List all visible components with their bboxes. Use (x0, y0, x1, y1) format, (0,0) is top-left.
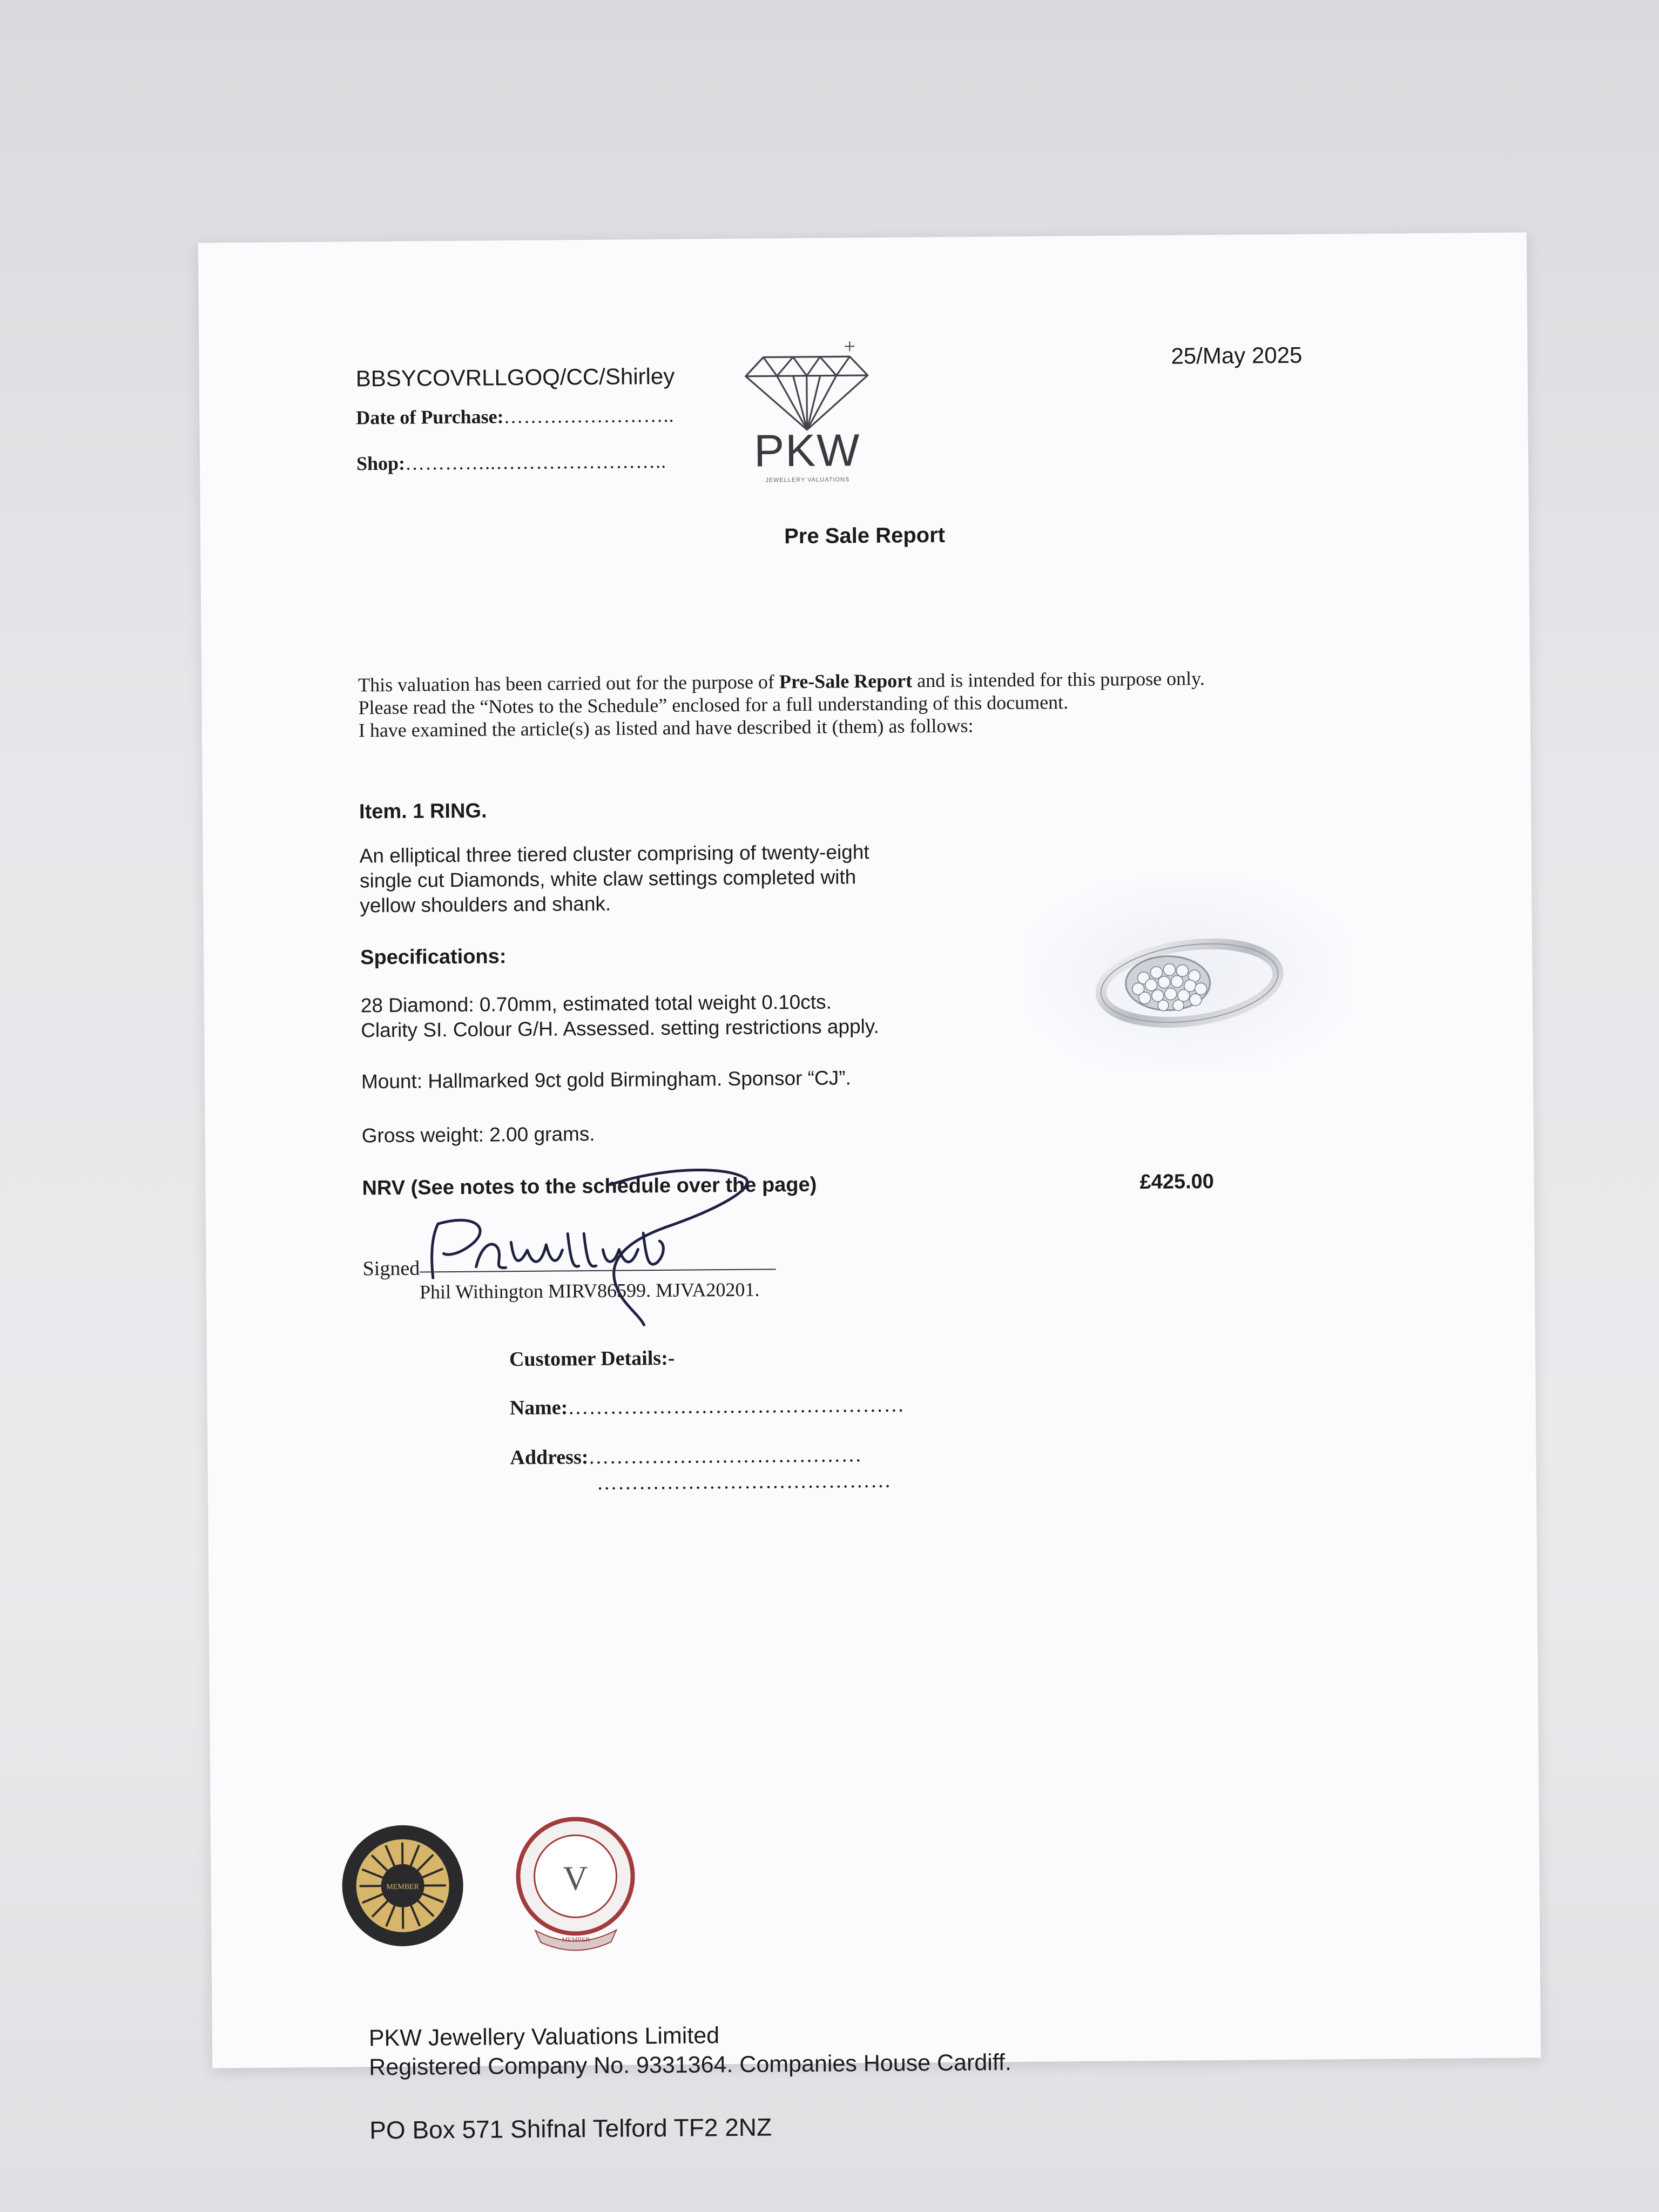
gross-weight: Gross weight: 2.00 grams. (361, 1122, 595, 1147)
logo-subtitle: JEWELLERY VALUATIONS (765, 476, 850, 484)
date-of-purchase-label: Date of Purchase: (356, 406, 504, 429)
intro-paragraph (358, 665, 1417, 741)
nrv-value: £425.00 (1139, 1170, 1215, 1194)
specifications-diamonds (361, 988, 1009, 1043)
badge-2-text: MEMBER (562, 1936, 590, 1944)
signed-label: Signed (362, 1257, 420, 1280)
membership-badge-icon (340, 1823, 466, 1948)
company-name: PKW Jewellery Valuations Limited (368, 2022, 720, 2052)
report-title: Pre Sale Report (784, 523, 946, 549)
intro-line-3: I have examined the article(s) as listed and have described it (them) as follows: (358, 714, 974, 741)
intro-line-2: Please read the “Notes to the Schedule” enclosed for a full understanding of this document. (358, 691, 1069, 719)
valuation-document (198, 232, 1541, 2144)
company-registration: Registered Company No. 9331364. Companies House Cardiff. (369, 2049, 1012, 2081)
customer-name-field (510, 1393, 905, 1420)
item-title: Item. 1 RING. (359, 799, 487, 824)
signatory-name: Phil Withington MIRV86599. MJVA20201. (419, 1278, 760, 1303)
intro-line-1-end: and is intended for this purpose only. (912, 667, 1205, 692)
customer-details-title: Customer Details:- (509, 1346, 675, 1371)
badge-2-letter: V (563, 1859, 588, 1898)
customer-name-dots: ………………………………………… (568, 1393, 905, 1419)
shop-field (356, 450, 666, 475)
date-of-purchase-field (356, 404, 675, 429)
item-description (360, 839, 954, 919)
item-description-line-2: single cut Diamonds, white claw settings completed with (359, 866, 857, 892)
item-description-line-3: yellow shoulders and shank. (360, 892, 611, 917)
shop-dots: …………..…………………….. (404, 450, 667, 474)
ring-photo (1024, 876, 1350, 1074)
specifications-line-1: 28 Diamond: 0.70mm, estimated total weight 0.10cts. (360, 990, 832, 1017)
date-of-purchase-dots: …………………….. (503, 404, 675, 428)
customer-name-label: Name: (509, 1396, 568, 1420)
customer-address-dots-line-2: …………………………………… (596, 1469, 892, 1494)
badge-1-text: MEMBER (386, 1883, 420, 1892)
item-description-line-1: An elliptical three tiered cluster comprising of twenty-eight (359, 840, 869, 867)
shop-label: Shop: (356, 452, 406, 475)
valuers-association-badge-icon (513, 1816, 638, 1952)
customer-address-label: Address: (510, 1446, 589, 1469)
mount-details: Mount: Hallmarked 9ct gold Birmingham. Sponsor “CJ”. (361, 1067, 851, 1093)
handwritten-signature (410, 1150, 898, 1332)
customer-address-dots: ………………………………… (588, 1444, 862, 1469)
intro-line-1-start: This valuation has been carried out for the purpose of (358, 671, 780, 696)
specifications-line-2: Clarity SI. Colour G/H. Assessed. setting restrictions apply. (361, 1015, 879, 1042)
nrv-label: NRV (See notes to the schedule over the page) (362, 1173, 817, 1200)
intro-purpose: Pre-Sale Report (779, 670, 913, 693)
postal-address: PO Box 571 Shifnal Telford TF2 2NZ (369, 2113, 772, 2144)
document-date: 25/May 2025 (1171, 342, 1303, 369)
specifications-title: Specifications: (360, 945, 507, 969)
customer-address-field (510, 1443, 862, 1469)
logo-wordmark: PKW (753, 424, 861, 476)
reference-number: BBSYCOVRLLGOQ/CC/Shirley (355, 363, 675, 392)
company-details (369, 2019, 1011, 2082)
